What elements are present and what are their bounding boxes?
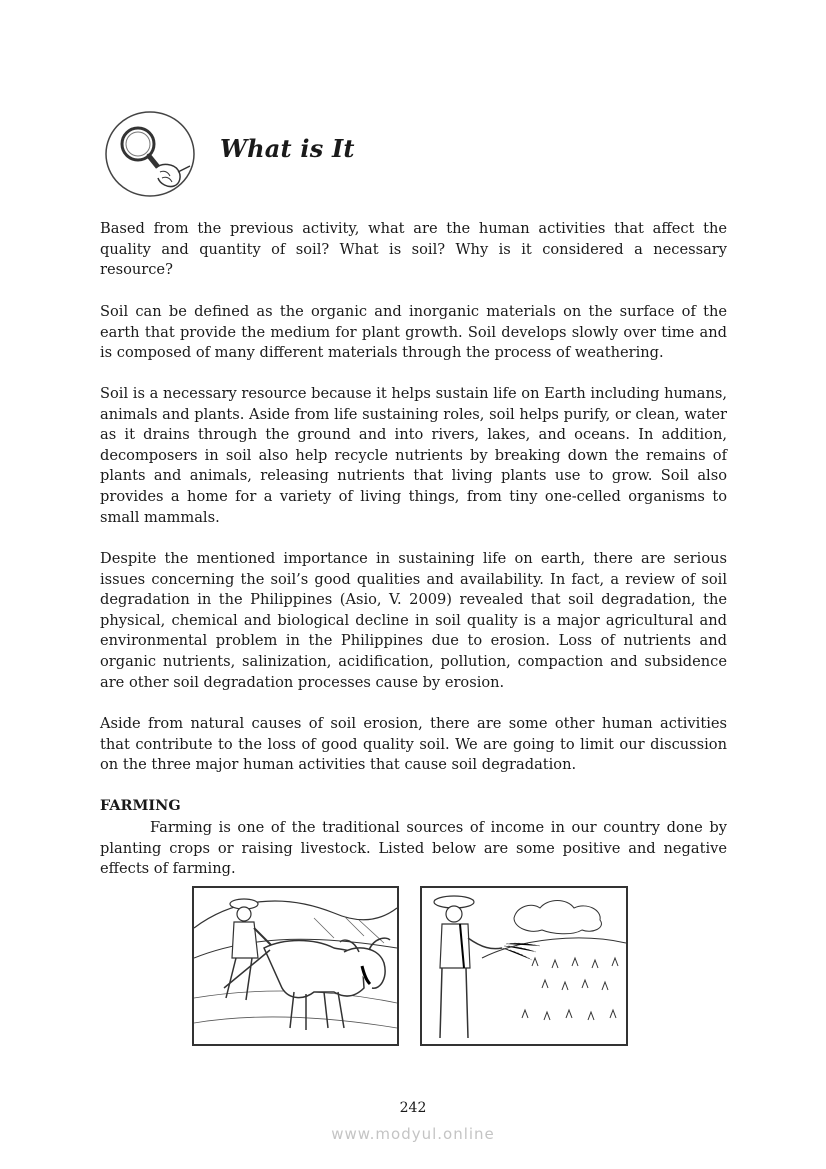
page-number: 242 xyxy=(399,1100,427,1116)
paragraph-definition: Soil can be defined as the organic and inorganic materials on the surface of the earth that provide the medium for plant growth. Soil develops slowly over time and is composed of many different materials through the process of weathering. xyxy=(100,303,727,362)
section-title: What is It xyxy=(220,134,355,163)
farming-heading: FARMING xyxy=(100,797,181,814)
magnifying-glass-icon xyxy=(104,110,196,198)
farmer-plowing-illustration xyxy=(192,886,399,1046)
paragraph-degradation: Despite the mentioned importance in sustaining life on earth, there are serious issues concerning the soil’s good qualities and availability. In fact, a review of soil degradation in the Philippines (Asio, V. 2009) revealed that soil degradation, the physical, chemical and biological decline in soil quality is a major agricultural and environmental problem in the Philippines due to erosion. Loss of nutrients and organic nutrients, salinization, acidification, pollution, compaction and subsidence are other soil degradation processes cause by erosion. xyxy=(100,550,727,691)
paragraph-farming: Farming is one of the traditional sources of income in our country done by planting crops or raising livestock. Listed below are some positive and negative effects of farming. xyxy=(100,819,727,878)
paragraph-human-activities: Aside from natural causes of soil erosion, there are some other human activities that contribute to the loss of good quality soil. We are going to limit our discussion on the three major human activities that cause soil degradation. xyxy=(100,715,727,774)
paragraph-intro: Based from the previous activity, what are the human activities that affect the quality and quantity of soil? What is soil? Why is it considered a necessary resource? xyxy=(100,220,727,279)
farmer-watering-illustration xyxy=(420,886,628,1046)
watermark: www.modyul.online xyxy=(331,1125,495,1143)
paragraph-importance: Soil is a necessary resource because it helps sustain life on Earth including humans, animals and plants. Aside from life sustaining roles, soil helps purify, or clean, water as it drains through the ground and into rivers, lakes, and oceans. In addition, decomposers in soil also help recycle nutrients by breaking down the remains of plants and animals, releasing nutrients that living plants use to grow. Soil also provides a home for a variety of living things, from tiny one-celled organisms to small mammals. xyxy=(100,385,727,526)
